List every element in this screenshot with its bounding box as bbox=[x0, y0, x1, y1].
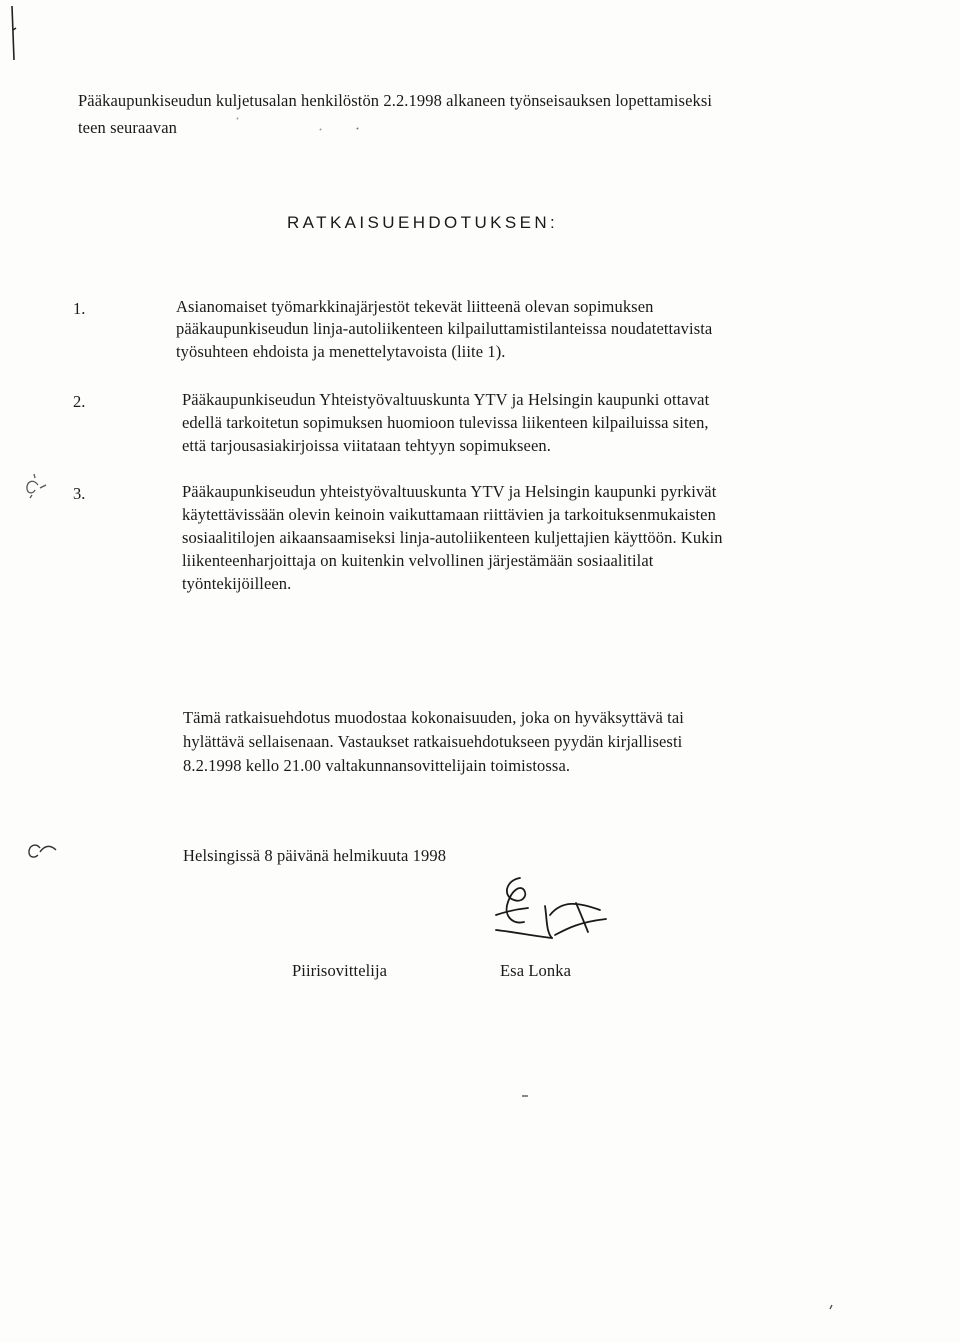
signature-mark bbox=[496, 878, 606, 938]
item-line: että tarjousasiakirjoissa viitataan tehtyyn sopimukseen. bbox=[182, 436, 551, 455]
margin-mark bbox=[27, 474, 46, 498]
item-number: 2. bbox=[73, 392, 86, 411]
closing-line: Tämä ratkaisuehdotus muodostaa kokonaisuuden, joka on hyväksyttävä tai bbox=[183, 708, 684, 727]
item-line: sosiaalitilojen aikaansaamiseksi linja-autoliikenteen kuljettajien käyttöön. Kukin bbox=[182, 528, 723, 547]
proposal-heading: RATKAISUEHDOTUKSEN: bbox=[287, 213, 559, 232]
closing-line: hylättävä sellaisenaan. Vastaukset ratkaisuehdotukseen pyydän kirjallisesti bbox=[183, 732, 683, 751]
item-line: Pääkaupunkiseudun yhteistyövaltuuskunta YTV ja Helsingin kaupunki pyrkivät bbox=[182, 482, 717, 501]
signer-name: Esa Lonka bbox=[500, 961, 572, 980]
speck bbox=[357, 128, 358, 129]
item-number: 3. bbox=[73, 484, 86, 503]
item-line: Pääkaupunkiseudun Yhteistyövaltuuskunta YTV ja Helsingin kaupunki ottavat bbox=[182, 390, 710, 409]
item-line: liikenteenharjoittaja on kuitenkin velvollinen järjestämään sosiaalitilat bbox=[182, 551, 654, 570]
edge-mark bbox=[12, 6, 16, 60]
speck bbox=[237, 118, 238, 119]
intro-line: teen seuraavan bbox=[78, 118, 177, 137]
item-line: työntekijöilleen. bbox=[182, 574, 292, 593]
item-line: työsuhteen ehdoista ja menettelytavoista (liite 1). bbox=[176, 342, 506, 361]
margin-mark bbox=[29, 845, 56, 857]
closing-line: 8.2.1998 kello 21.00 valtakunnansovittelijain toimistossa. bbox=[183, 756, 571, 775]
intro-line: Pääkaupunkiseudun kuljetusalan henkilöstön 2.2.1998 alkaneen työnseisauksen lopettamiseksi bbox=[78, 91, 713, 110]
speck bbox=[830, 1305, 832, 1309]
place-date: Helsingissä 8 päivänä helmikuuta 1998 bbox=[183, 846, 447, 865]
item-number: 1. bbox=[73, 299, 86, 318]
item-line: käytettävissään olevin keinoin vaikuttamaan riittävien ja tarkoituksenmukaisten bbox=[182, 505, 716, 524]
speck bbox=[320, 129, 321, 130]
item-line: pääkaupunkiseudun linja-autoliikenteen kilpailuttamistilanteissa noudatettavista bbox=[176, 319, 713, 338]
item-line: edellä tarkoitetun sopimuksen huomioon tulevissa liikenteen kilpailuissa siten, bbox=[182, 413, 709, 432]
item-line: Asianomaiset työmarkkinajärjestöt tekevät liitteenä olevan sopimuksen bbox=[176, 297, 654, 316]
signer-role: Piirisovittelija bbox=[292, 961, 388, 980]
